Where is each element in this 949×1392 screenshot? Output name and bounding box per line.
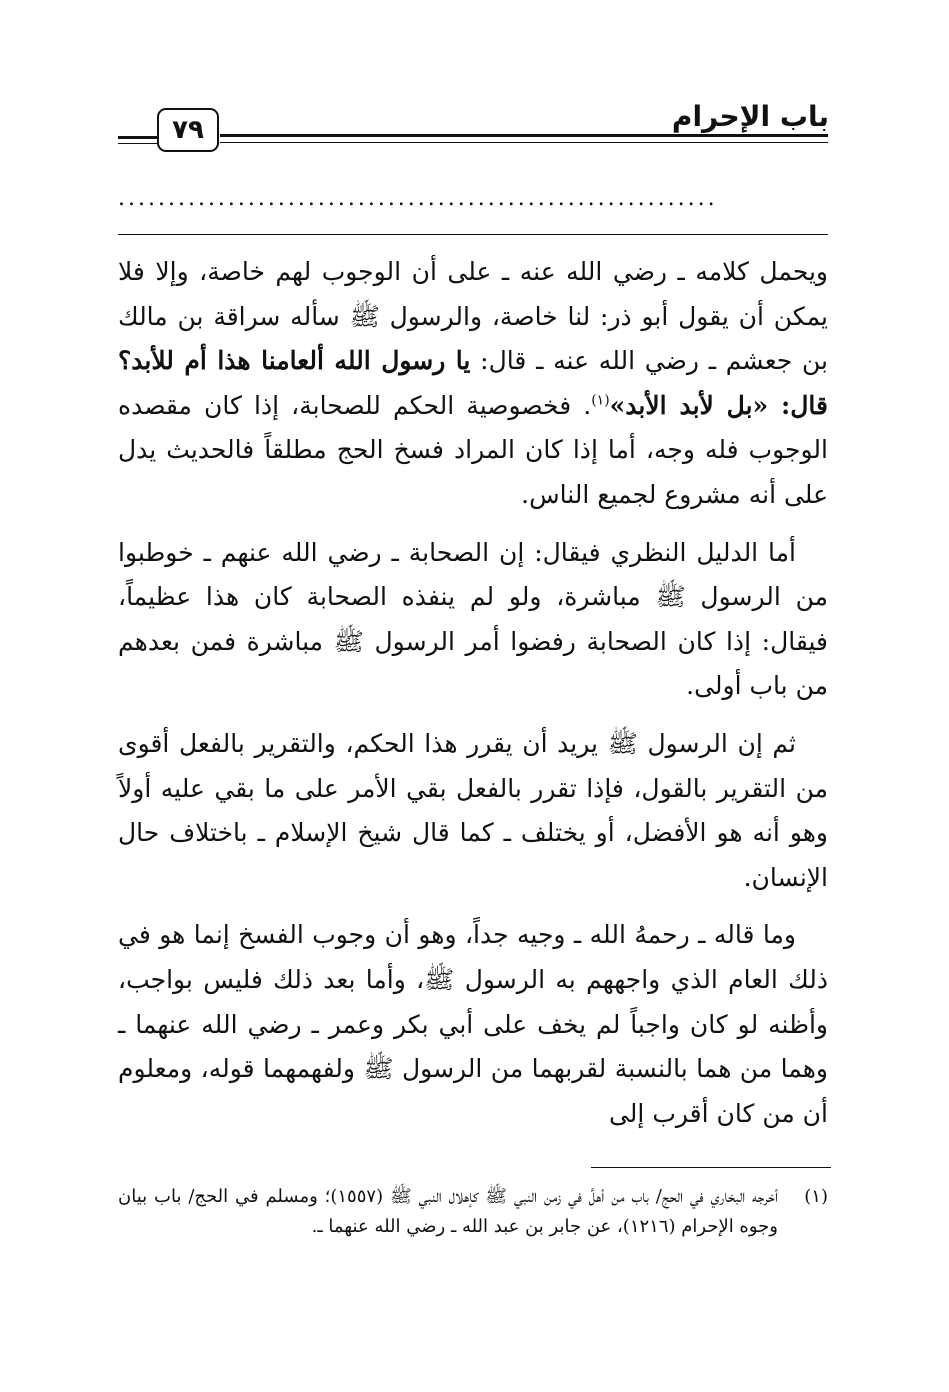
dotted-separator: ............................................................ <box>118 188 718 210</box>
header-rule-left-thin <box>118 143 158 144</box>
page-number: ٧٩ <box>157 108 219 152</box>
footnote-text: أخرجه البخاري في الحج/ باب من أهلَّ في زمن النبي ﷺ كإهلال النبي ﷺ (١٥٥٧)؛ ومسلم في الحج/ باب بيان وجوه الإحرام (١٢١٦)، عن جابر بن عبد الله ـ رضي الله عنهما ـ. <box>118 1186 778 1237</box>
header-rule-thick <box>220 134 828 137</box>
paragraph-1 <box>118 250 828 518</box>
paragraph-1-text-a: ويحمل كلامه ـ رضي الله عنه ـ على أن الوجوب لهم خاصة، وإلا فلا يمكن أن يقول أبو ذر: لنا خاصة، والرسول ﷺ سأله سراقة بن مالك بن جعشم ـ رضي الله عنه ـ قال: <box>118 257 828 376</box>
paragraph-2: أما الدليل النظري فيقال: إن الصحابة ـ رضي الله عنهم ـ خوطبوا من الرسول ﷺ مباشرة، ولو لم ينفذه الصحابة كان هذا عظيماً، فيقال: إذا كان الصحابة رفضوا أمر الرسول ﷺ مباشرة فمن بعدهم من باب أولى. <box>118 537 828 701</box>
hadith-quote: يا رسول الله ألعامنا هذا أم للأبد؟ قال: «بل لأبد الأبد» <box>118 346 828 420</box>
body-top-rule <box>118 234 828 235</box>
footnote-ref: (١) <box>591 392 610 409</box>
footnote-rule <box>591 1167 831 1168</box>
footnote-marker: (١) <box>804 1186 828 1207</box>
header-rule-left-thick <box>118 136 158 139</box>
chapter-title: باب الإحرام <box>671 100 829 133</box>
paragraph-4: وما قاله ـ رحمهُ الله ـ وجيه جداً، وهو أن وجوب الفسخ إنما هو في ذلك العام الذي واجههم به الرسول ﷺ، وأما بعد ذلك فليس بواجب، وأظنه لو كان واجباً لم يخف على أبي بكر وعمر ـ رضي الله عنهما ـ وهما من هما بالنسبة لقربهما من الرسول ﷺ ولفهمهما قوله، ومعلوم أن من كان أقرب إلى <box>118 920 828 1128</box>
paragraph-3: ثم إن الرسول ﷺ يريد أن يقرر هذا الحكم، والتقرير بالفعل أقوى من التقرير بالقول، فإذا تقرر بالفعل بقي الأمر على ما بقي عليه أولاً وهو أنه هو الأفضل، أو يختلف ـ كما قال شيخ الإسلام ـ باختلاف حال الإنسان. <box>118 728 828 892</box>
main-text <box>118 250 828 1136</box>
header-rule-thin <box>220 142 828 143</box>
footnote <box>118 1182 828 1242</box>
paragraph-1-text-b: . فخصوصية الحكم للصحابة، إذا كان مقصده الوجوب فله وجه، أما إذا كان المراد فسخ الحج مطلقاً فالحديث يدل على أنه مشروع لجميع الناس. <box>118 390 828 509</box>
